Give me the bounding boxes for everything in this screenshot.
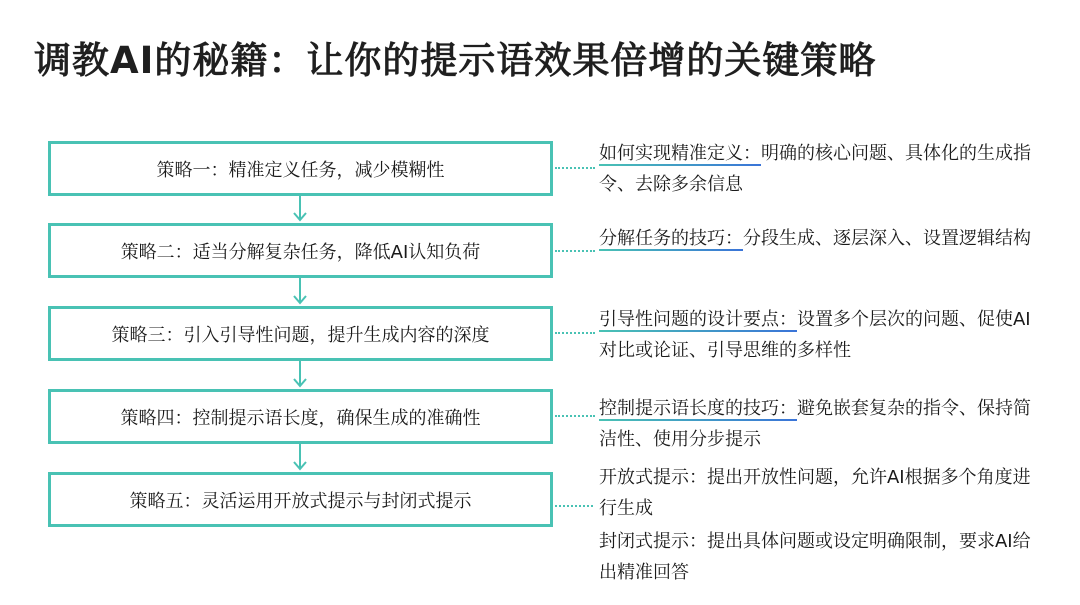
detail-text: 分段生成、逐层深入、设置逻辑结构	[743, 228, 1031, 249]
page-title: 调教AI的秘籍：让你的提示语效果倍增的关键策略	[34, 39, 877, 82]
detail-1	[599, 138, 1039, 200]
detail-text: 设置多个层次的问题、促使AI对比或论证、引导思维的多样性	[599, 309, 1031, 361]
detail-paragraph-closed: 封闭式提示：提出具体问题或设定明确限制，要求AI给出精准回答	[599, 531, 1031, 583]
detail-text: 避免嵌套复杂的指令、保持简洁性、使用分步提示	[599, 398, 1031, 450]
detail-paragraph-open: 开放式提示：提出开放性问题，允许AI根据多个角度进行生成	[599, 467, 1031, 519]
strategy-box-4: 策略四：控制提示语长度，确保生成的准确性	[48, 389, 553, 444]
connector-line	[555, 250, 595, 252]
connector-line	[555, 505, 593, 507]
connector-line	[555, 332, 595, 334]
detail-2	[599, 223, 1039, 254]
detail-heading: 控制提示语长度的技巧：	[599, 398, 797, 419]
arrow-down-icon	[292, 361, 308, 389]
detail-4	[599, 393, 1039, 455]
strategy-box-5: 策略五：灵活运用开放式提示与封闭式提示	[48, 472, 553, 527]
connector-line	[555, 415, 595, 417]
connector-line	[555, 167, 595, 169]
detail-5	[599, 462, 1039, 588]
detail-text: 明确的核心问题、具体化的生成指令、去除多余信息	[599, 143, 1031, 195]
detail-heading: 引导性问题的设计要点：	[599, 309, 797, 330]
detail-3	[599, 304, 1039, 366]
detail-heading: 如何实现精准定义：	[599, 143, 761, 164]
strategy-box-3: 策略三：引入引导性问题，提升生成内容的深度	[48, 306, 553, 361]
arrow-down-icon	[292, 278, 308, 306]
strategy-box-2: 策略二：适当分解复杂任务，降低AI认知负荷	[48, 223, 553, 278]
arrow-down-icon	[292, 196, 308, 223]
arrow-down-icon	[292, 444, 308, 472]
strategy-box-1: 策略一：精准定义任务，减少模糊性	[48, 141, 553, 196]
detail-heading: 分解任务的技巧：	[599, 228, 743, 249]
